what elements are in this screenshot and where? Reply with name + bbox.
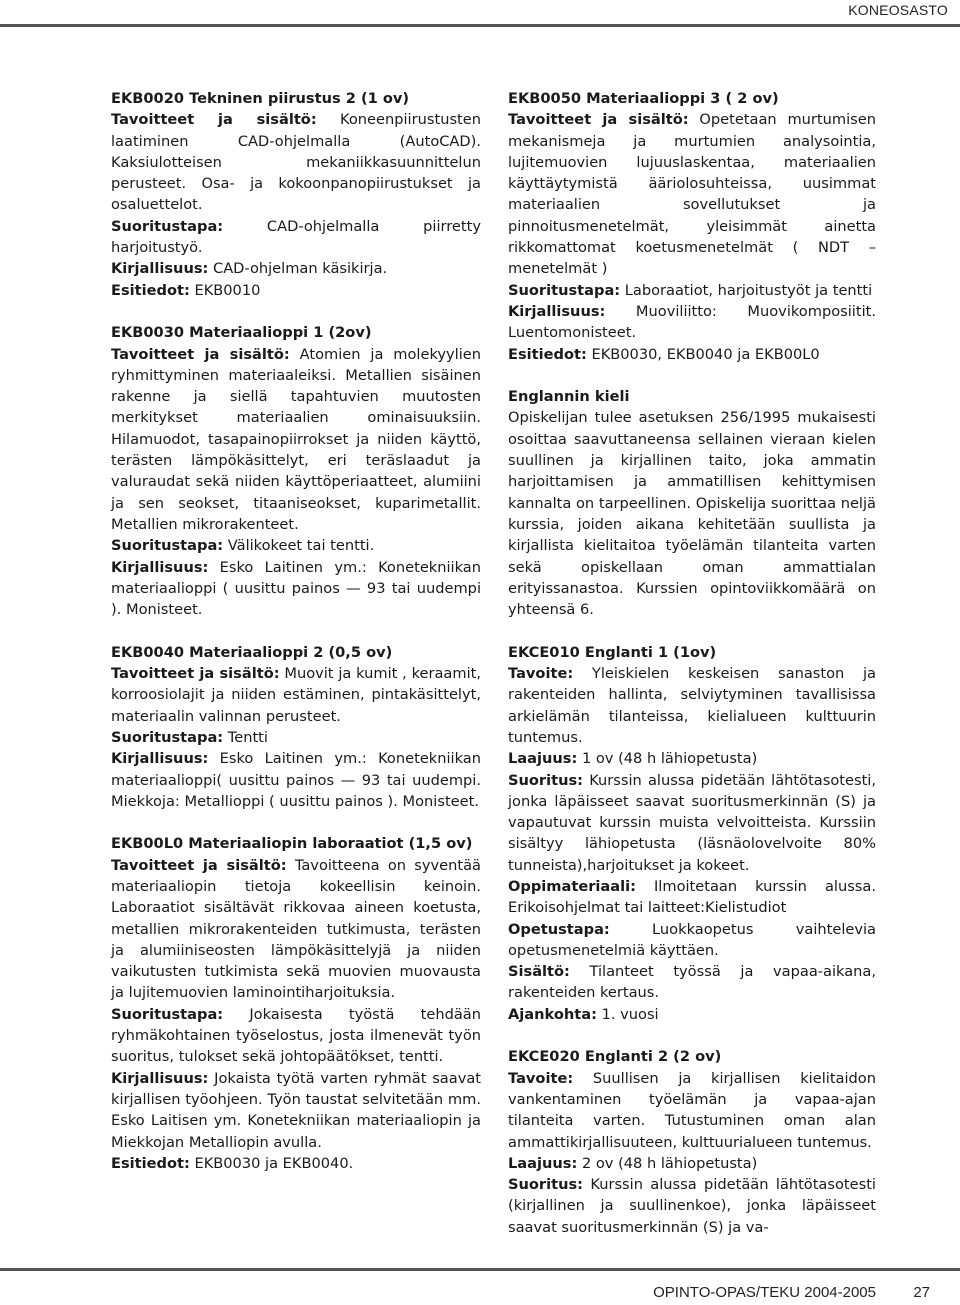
course-paragraph [508,344,876,365]
field-label: Tavoitteet ja sisältö: [111,856,287,874]
field-text: EKB0030 ja EKB0040. [189,1154,354,1172]
course-section [508,642,876,1025]
field-text: 1. vuosi [596,1005,659,1023]
field-label: Ajankohta: [508,1005,597,1023]
field-label: Suoritus: [508,1176,584,1194]
course-title: Englannin kieli [508,388,630,406]
field-text: Suullisen ja kirjallisen kielitaidon vankentaminen työelämän ja vapaa-ajan tilanteita varten. Tutustuminen oman alan ammattikirjallisuuteen, kulttuurialueen tuntemus. [508,1069,876,1151]
field-label: Esitiedot: [508,345,587,363]
field-label: Sisältö: [508,963,570,981]
field-text: Tavoitteena on syventää materiaaliopin tietoja kokeellisin keinoin. Laboraatiot sisältävät rikkovaa aineen koetusta, metallien mikrorakenteiden tutkimusta, terästen ja alumiiniseosten lämpökäsittelyjä ja niiden vaikutusten tutkimista sekä muovien muovausta ja lujitemuovien laminointiharjoituksia. [111,856,481,1002]
course-paragraph [508,109,876,279]
field-label: Suoritustapa: [111,537,224,555]
footer-rule [0,1268,960,1271]
field-label: Tavoitteet ja sisältö: [111,665,280,683]
course-paragraph [111,344,481,536]
field-label: Laajuus: [508,1154,578,1172]
course-paragraph [111,258,481,279]
course-title: EKB0040 Materiaalioppi 2 (0,5 ov) [111,643,393,661]
field-text: Kurssin alussa pidetään lähtötasotesti (kirjallinen ja suullinenkoe), jonka läpäisseet saavat suoritusmerkinnän (S) ja va- [508,1176,876,1236]
field-label: Kirjallisuus: [111,558,209,576]
course-paragraph [111,109,481,215]
field-label: Suoritustapa: [111,1005,224,1023]
course-paragraph [508,748,876,769]
course-paragraph [508,1174,876,1238]
field-text: EKB0030, EKB0040 ja EKB00L0 [586,345,820,363]
field-label: Tavoite: [508,665,574,683]
course-paragraph [111,1068,481,1153]
field-label: Kirjallisuus: [508,302,606,320]
field-label: Suoritus: [508,771,584,789]
course-paragraph [111,855,481,1004]
field-label: Tavoitteet ja sisältö: [111,345,290,363]
right-column [508,88,876,1259]
field-text: EKB0010 [189,281,261,299]
course-title: EKB0050 Materiaalioppi 3 ( 2 ov) [508,90,779,107]
field-text: Tentti [223,728,268,746]
course-title: EKB0030 Materiaalioppi 1 (2ov) [111,324,372,342]
course-paragraph [508,1004,876,1025]
field-label: Kirjallisuus: [111,260,209,278]
field-text: Välikokeet tai tentti. [223,537,375,555]
field-text: Esko Laitinen ym.: Konetekniikan materiaalioppi ( uusittu painos — 93 tai uudempi ). Monisteet. [111,558,481,619]
field-text: Yleiskielen keskeisen sanaston ja rakenteiden hallinta, selviytyminen tavallisissa arkielämän tilanteissa, kielialueen kulttuurin tuntemus. [508,665,876,746]
course-title: EKCE020 Englanti 2 (2 ov) [508,1048,722,1066]
course-title: EKB00L0 Materiaaliopin laboraatiot (1,5 ov) [111,835,473,853]
course-paragraph [111,535,481,556]
field-label: Kirjallisuus: [111,1069,209,1087]
course-paragraph [508,663,876,748]
field-text: CAD-ohjelman käsikirja. [208,260,388,278]
course-paragraph [111,727,481,748]
course-paragraph [111,1004,481,1068]
course-section [508,1046,876,1238]
field-text: Muovit ja kumit , keraamit, korroosiolajit ja niiden estäminen, pintakäsittelyt, materiaalin valinnan perusteet. [111,665,481,725]
field-label: Opetustapa: [508,920,610,938]
field-label: Suoritustapa: [111,217,224,235]
field-text: 2 ov (48 h lähiopetusta) [577,1154,758,1172]
field-text: Tilanteet työssä ja vapaa-aikana, rakenteiden kertaus. [508,963,876,1002]
field-text: Kurssin alussa pidetään lähtötasotesti, jonka läpäisseet saavat suoritusmerkinnän (S) ja vapautuvat kurssin muista velvoitteista. Kurssiin sisältyy lähiopetusta (läsnäolovelvoite 80% tunneista),harjoitukset ja kokeet. [508,771,876,874]
course-paragraph [111,748,481,812]
course-paragraph [508,301,876,344]
field-text: Muoviliitto: Muovikomposiitit. Luentomonisteet. [508,302,876,342]
course-section [111,88,481,301]
course-title: EKCE010 Englanti 1 (1ov) [508,643,717,661]
field-text: 1 ov (48 h lähiopetusta) [577,750,758,768]
field-label: Oppimateriaali: [508,877,636,895]
course-paragraph [508,280,876,301]
field-text: Laboraatiot, harjoitustyöt ja tentti [620,281,873,299]
field-label: Laajuus: [508,750,578,768]
field-text: Luokkaopetus vaihtelevia opetusmenetelmiä käyttäen. [508,920,876,959]
field-label: Tavoitteet ja sisältö: [111,111,317,129]
course-section [111,642,481,812]
course-section [111,833,481,1174]
field-label: Esitiedot: [111,281,190,299]
field-text: Esko Laitinen ym.: Konetekniikan materiaalioppi( uusittu painos — 93 tai uudempi. Miekkoja: Metallioppi ( uusittu painos ). Monisteet. [111,750,481,810]
course-paragraph [111,663,481,727]
course-section [508,88,876,365]
course-paragraph [508,919,876,962]
course-section [111,322,481,620]
field-label: Suoritustapa: [508,281,621,299]
course-paragraph [111,557,481,621]
field-text: Opiskelijan tulee asetuksen 256/1995 mukaisesti osoittaa saavuttaneensa sellainen vieraan kielen suullinen ja kirjallinen taito, joka ammatin harjoittamisen ja ammatillisen kehittymisen kannalta on tarpeellinen. Opiskelija suorittaa neljä kurssia, joiden aikana kehitetään suullista ja kirjallista kielitaitoa työelämän tilanteita varten sekä opiskellaan oman ammattialan erityissanastoa. Kurssien opintoviikkomäärä on yhteensä 6. [508,409,876,619]
field-text: Jokaisesta työstä tehdään ryhmäkohtainen työselostus, josta ilmenevät työn suoritus, tulokset sekä johtopäätökset, tentti. [111,1005,481,1066]
course-paragraph [508,1068,876,1153]
course-title: EKB0020 Tekninen piirustus 2 (1 ov) [111,90,410,107]
field-label: Tavoitteet ja sisältö: [508,111,689,129]
field-label: Kirjallisuus: [111,750,209,768]
field-text: Jokaista työtä varten ryhmät saavat kirjallisen työohjeen. Työn taustat selvitetään mm. Esko Laitisen ym. Konetekniikan materiaaliopin ja Miekkojan Metalliopin avulla. [111,1069,481,1151]
field-text: Atomien ja molekyylien ryhmittyminen materiaaleiksi. Metallien sisäinen rakenne ja siellä tapahtuvien muutosten merkitykset materiaalien ominaisuuksiin. Hilamuodot, tasapainopiirrokset ja niiden käyttö, terästen lämpökäsittelyt, eri teräslaadut ja valuraudat sekä niiden käyttöperiaatteet, alumiini ja sen seokset, titaaniseokset, kuparimetallit. Metallien mikrorakenteet. [111,345,481,533]
course-section [508,386,876,620]
field-text: Ilmoitetaan kurssin alussa. Erikoisohjelmat tai laitteet:Kielistudiot [508,877,876,917]
course-paragraph [111,216,481,259]
page-number: 27 [913,1284,930,1301]
field-label: Tavoite: [508,1069,574,1087]
course-paragraph [508,876,876,919]
left-column [111,88,481,1195]
header-section-label: KONEOSASTO [848,2,948,18]
field-text: Opetetaan murtumisen mekanismeja ja murtumien analysointia, lujitemuovien lujuuslaskentaa, materiaalien käyttäytymistä ääriolosuhteissa, uusimmat materiaalien sovellutukset ja pinnoitusmenetelmät, yleisimmät ainetta rikkomattomat koetusmenetelmät ( NDT – menetelmät ) [508,111,876,278]
course-paragraph [508,1153,876,1174]
course-paragraph [508,961,876,1004]
field-label: Suoritustapa: [111,728,224,746]
course-paragraph [111,280,481,301]
field-text: CAD-ohjelmalla piirretty harjoitustyö. [111,217,481,257]
header-rule [0,24,960,27]
course-paragraph [111,1153,481,1174]
field-label: Esitiedot: [111,1154,190,1172]
field-text: Koneenpiirustusten laatiminen CAD-ohjelmalla (AutoCAD). Kaksiulotteisen mekaniikkasuunnittelun perusteet. Osa- ja kokoonpanopiirustukset ja osaluettelot. [111,111,481,214]
course-paragraph [508,407,876,620]
course-paragraph [508,770,876,876]
footer-title: OPINTO-OPAS/TEKU 2004-2005 [653,1284,876,1301]
